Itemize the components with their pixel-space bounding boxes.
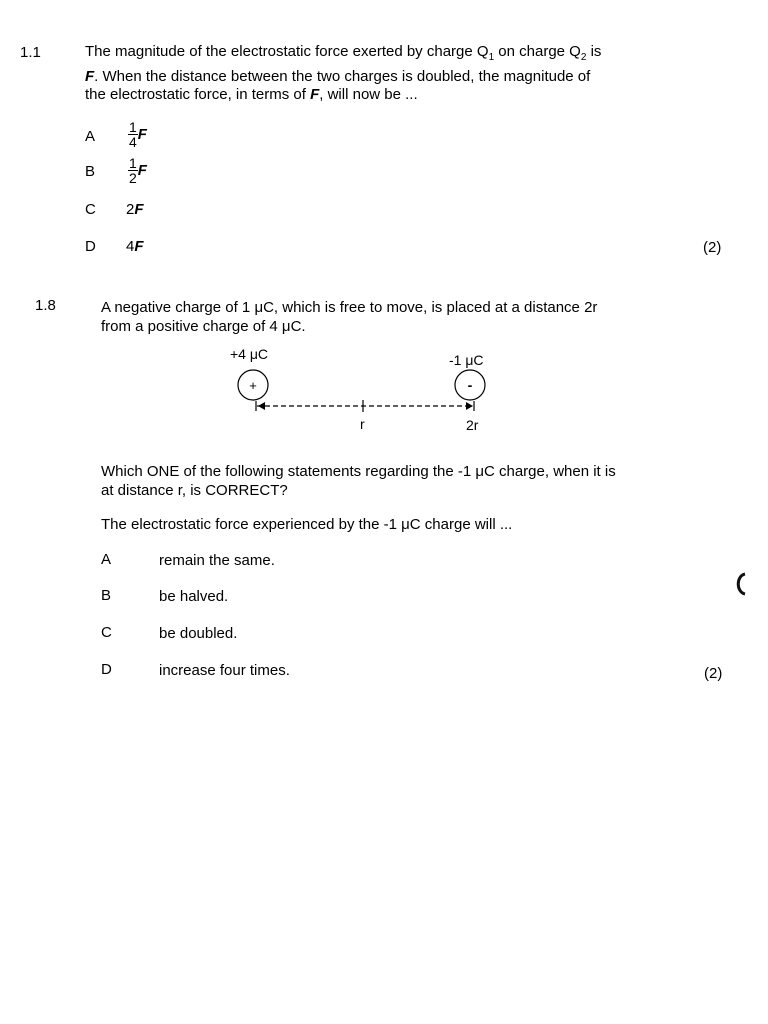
arrow-left-icon	[258, 402, 265, 410]
question-1-8-lead: The electrostatic force experienced by the -1 μC charge will ...	[101, 516, 513, 533]
fraction-denominator: 2	[129, 170, 137, 186]
marks-allocation: (2)	[703, 239, 722, 256]
force-symbol: F	[310, 86, 320, 103]
stem-text: The magnitude of the electrostatic force exerted by charge Q	[85, 43, 489, 60]
stem-line-2: from a positive charge of 4 μC.	[101, 317, 306, 335]
arrow-right-icon	[466, 402, 473, 410]
force-symbol: F	[85, 67, 95, 85]
coefficient: 2	[126, 201, 135, 218]
end-label: 2r	[466, 417, 479, 433]
positive-charge-label: +4 μC	[230, 346, 269, 362]
stem-text: , will now be ...	[319, 86, 418, 103]
stem-line-2	[85, 68, 601, 87]
force-symbol: F	[134, 201, 144, 218]
option-letter: A	[85, 128, 96, 145]
stem-text: on charge Q	[494, 43, 581, 60]
charges-diagram	[220, 340, 520, 440]
minus-sign: -	[467, 377, 473, 393]
option-letter: B	[85, 163, 96, 180]
option-text: remain the same.	[159, 552, 275, 569]
question-number-1-1: 1.1	[20, 44, 41, 61]
fraction-numerator: 1	[129, 119, 137, 135]
fraction	[128, 156, 138, 186]
question-number-1-8: 1.8	[35, 297, 56, 314]
prompt-line-1: Which ONE of the following statements regarding the -1 μC charge, when it is	[101, 463, 616, 480]
marks-allocation: (2)	[704, 665, 723, 682]
stem-line-3	[85, 86, 601, 105]
option-d-value	[126, 238, 144, 256]
option-text: be halved.	[159, 588, 229, 605]
subscript-2: 2	[580, 52, 587, 63]
fraction-numerator: 1	[129, 155, 137, 171]
stem-text: is	[586, 43, 602, 60]
stem-text: . When the distance between the two charges is doubled, the magnitude of	[94, 67, 591, 85]
scan-artifact-mark	[732, 570, 752, 600]
option-a-value	[128, 120, 147, 150]
option-text: be doubled.	[159, 625, 238, 642]
option-letter: D	[85, 238, 96, 255]
question-1-8-stem	[101, 299, 597, 336]
question-1-1-stem	[85, 43, 601, 105]
stem-text: the electrostatic force, in terms of	[85, 86, 311, 103]
option-b-value	[128, 156, 147, 186]
option-letter: A	[101, 551, 112, 568]
force-symbol: F	[134, 238, 144, 255]
coefficient: 4	[126, 238, 135, 255]
option-letter: D	[101, 661, 112, 678]
midpoint-label: r	[360, 416, 365, 432]
fraction-denominator: 4	[129, 134, 137, 150]
plus-sign: +	[249, 378, 257, 393]
stem-line-1	[85, 43, 601, 68]
force-symbol: F	[137, 162, 147, 179]
option-letter: C	[101, 624, 112, 641]
option-letter: B	[101, 587, 112, 604]
question-1-8-prompt	[101, 463, 616, 500]
option-c-value	[126, 201, 144, 219]
fraction	[128, 120, 138, 150]
prompt-line-2: at distance r, is CORRECT?	[101, 481, 288, 499]
stem-line-1: A negative charge of 1 μC, which is free to move, is placed at a distance 2r	[101, 299, 598, 316]
negative-charge-label: -1 μC	[449, 352, 484, 368]
subscript-1: 1	[488, 52, 495, 63]
option-text: increase four times.	[159, 662, 290, 679]
option-letter: C	[85, 201, 96, 218]
force-symbol: F	[137, 126, 147, 143]
